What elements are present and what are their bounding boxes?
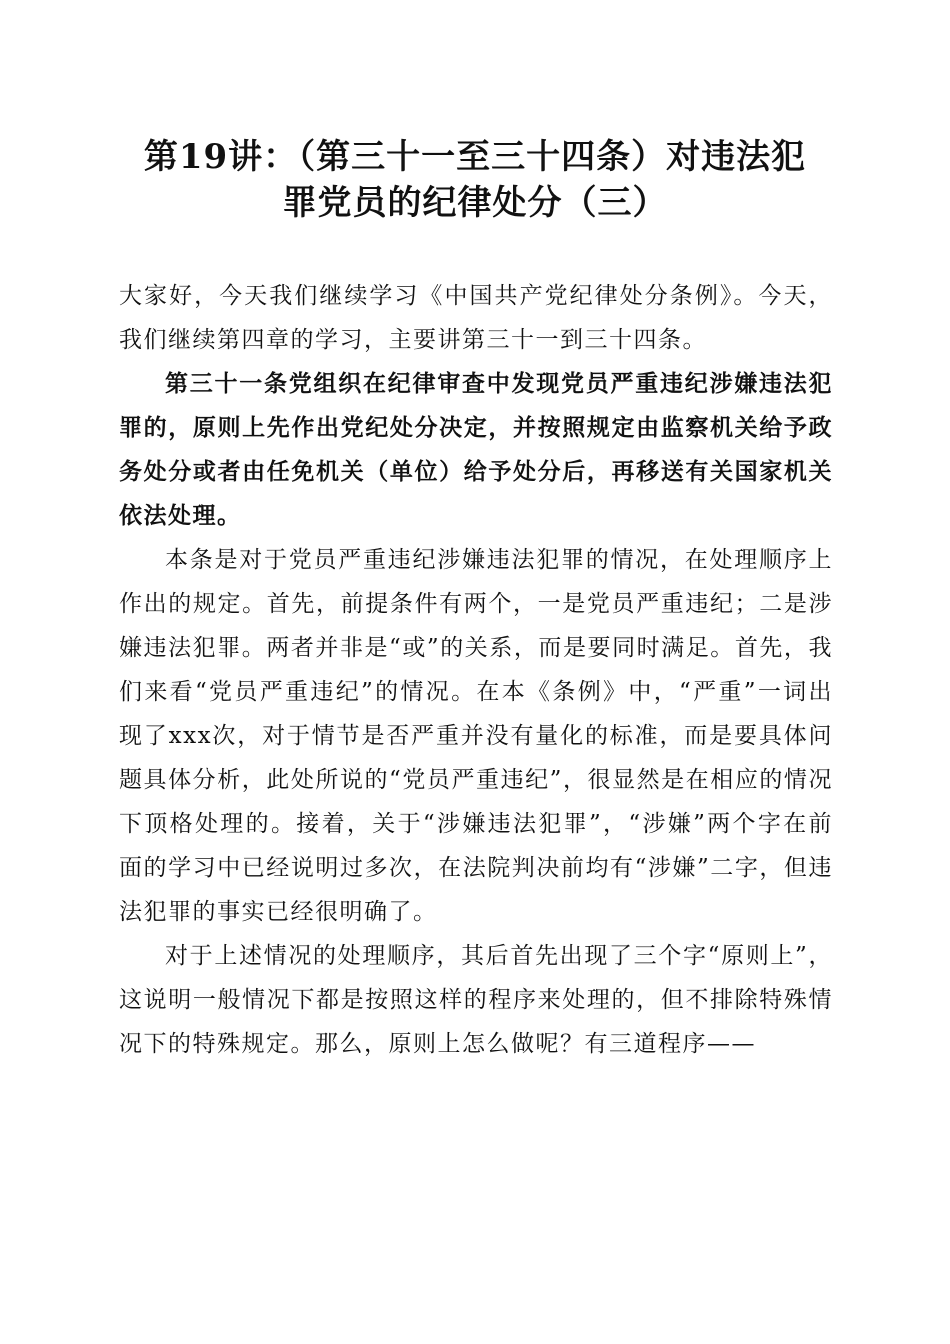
document-body bbox=[119, 274, 833, 1066]
title-line-1: 第19讲：（第三十一至三十四条）对违法犯 bbox=[143, 137, 807, 177]
paragraph-explanation: 本条是对于党员严重违纪涉嫌违法犯罪的情况，在处理顺序上作出的规定。首先，前提条件有两个，一是党员严重违纪；二是涉嫌违法犯罪。两者并非是“或”的关系，而是要同时满足。首先，我们来看“党员严重违纪”的情况。在本《条例》中，“严重”一词出现了xxx次，对于情节是否严重并没有量化的标准，而是要具体问题具体分析，此处所说的“党员严重违纪”，很显然是在相应的情况下顶格处理的。接着，关于“涉嫌违法犯罪”，“涉嫌”两个字在前面的学习中已经说明过多次，在法院判决前均有“涉嫌”二字，但违法犯罪的事实已经很明确了。 bbox=[119, 547, 833, 925]
paragraph-intro: 大家好，今天我们继续学习《中国共产党纪律处分条例》。今天，我们继续第四章的学习，主要讲第三十一到三十四条。 bbox=[119, 283, 833, 353]
title-line-2: 罪党员的纪律处分（三） bbox=[282, 183, 668, 223]
paragraph-procedure: 对于上述情况的处理顺序，其后首先出现了三个字“原则上”，这说明一般情况下都是按照这样的程序来处理的，但不排除特殊情况下的特殊规定。那么，原则上怎么做呢？有三道程序—— bbox=[119, 943, 833, 1057]
paragraph-article-31: 第三十一条党组织在纪律审查中发现党员严重违纪涉嫌违法犯罪的，原则上先作出党纪处分决定，并按照规定由监察机关给予政务处分或者由任免机关（单位）给予处分后，再移送有关国家机关依法处理。 bbox=[119, 370, 833, 529]
page-title bbox=[118, 134, 832, 226]
